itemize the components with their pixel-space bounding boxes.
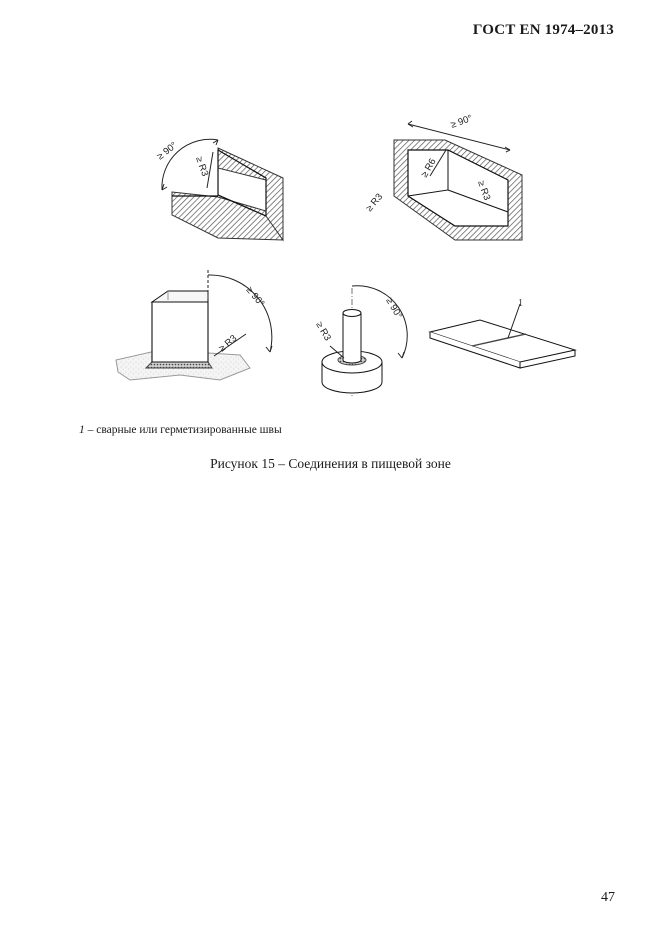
figure-legend: [79, 424, 282, 436]
dim-angle-3: ≥ 90°: [243, 284, 267, 309]
drawing-box-on-plate: [116, 270, 272, 380]
dim-angle-2: ≥ 90°: [449, 112, 474, 131]
figure-15: [0, 0, 661, 420]
legend-number: 1: [79, 424, 85, 436]
drawing-corner-single: [162, 139, 283, 240]
dim-angle-4: ≥ 90°: [383, 296, 405, 321]
callout-number: 1: [518, 298, 523, 309]
dim-radius-4: ≥ R3: [313, 320, 333, 343]
figure-caption: Рисунок 15 – Соединения в пищевой зоне: [210, 456, 451, 471]
drawing-joined-plates: [430, 304, 575, 368]
document-header: ГОСТ EN 1974–2013: [472, 22, 614, 38]
dim-angle-1: ≥ 90°: [155, 140, 180, 163]
legend-text: – сварные или герметизированные швы: [84, 424, 282, 436]
drawing-corner-double: [394, 121, 522, 240]
dim-radius-2b: ≥ R3: [363, 191, 386, 214]
dim-radius-2a: ≥ R6: [419, 156, 439, 180]
dim-radius-1: ≥ R3: [193, 155, 211, 178]
dim-radius-3: ≥ R3: [216, 333, 240, 355]
dim-radius-2c: ≥ R3: [475, 179, 493, 202]
page-number: 47: [601, 890, 615, 905]
